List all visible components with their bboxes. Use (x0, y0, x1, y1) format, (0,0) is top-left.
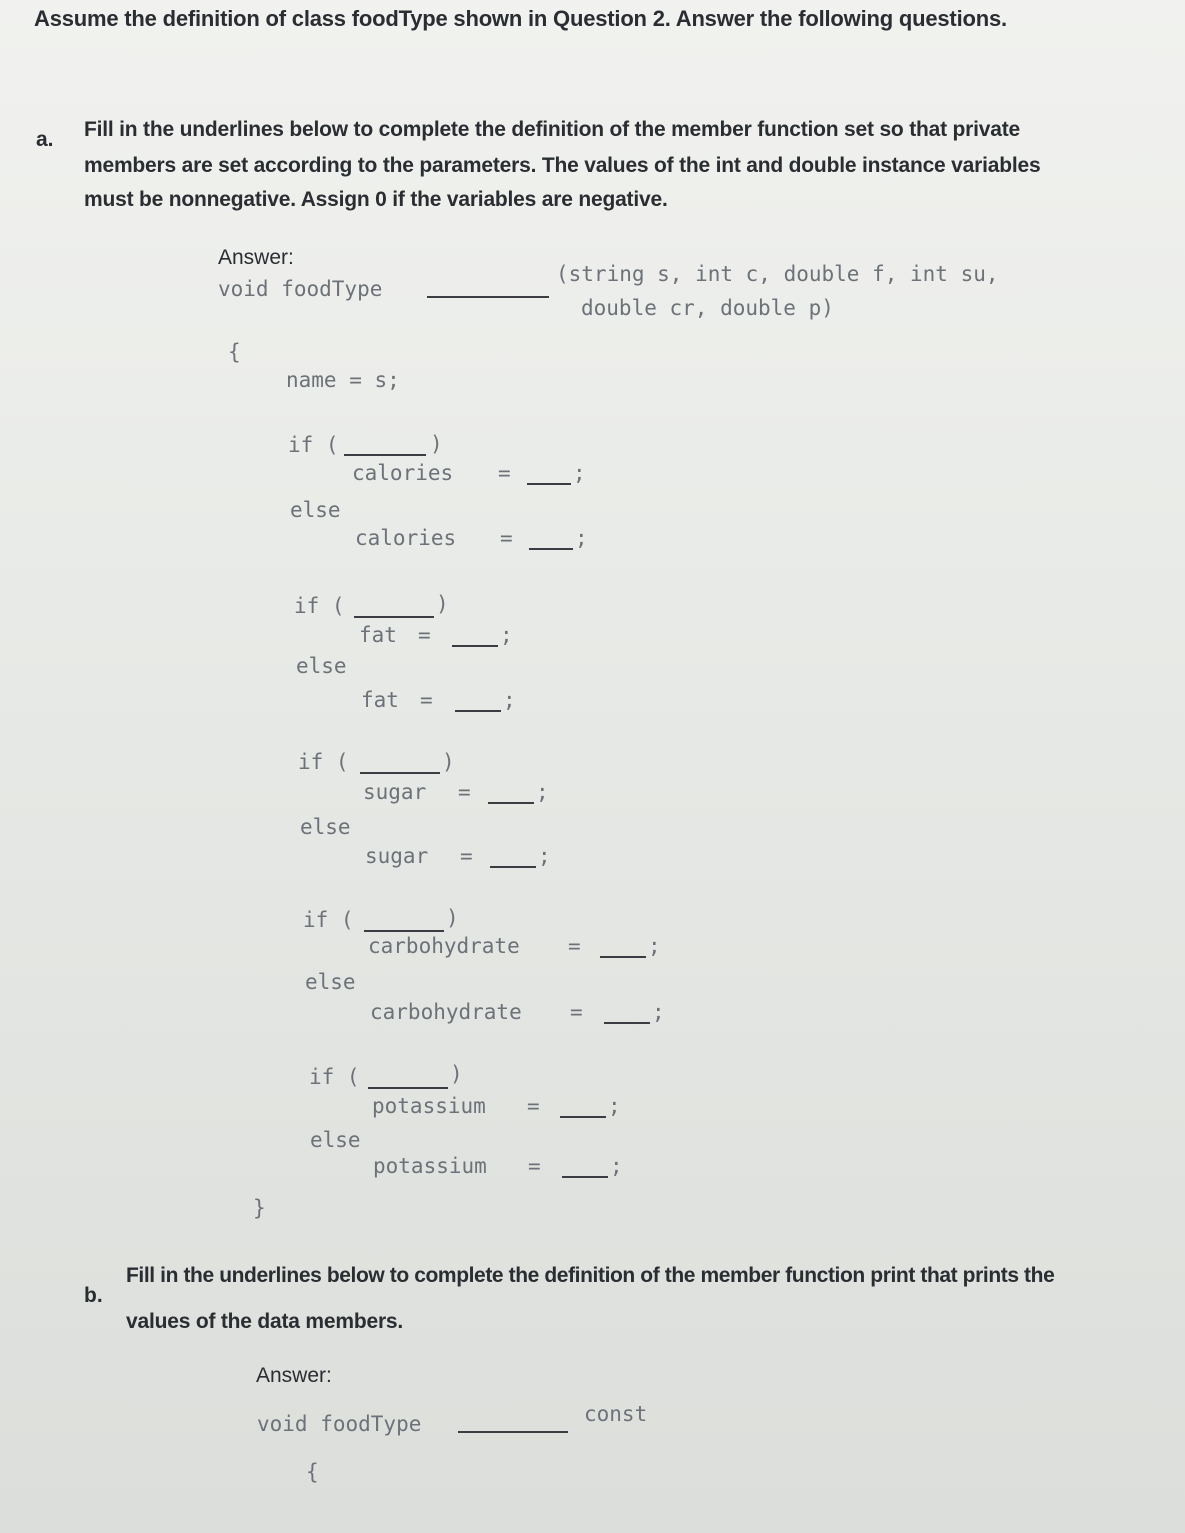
part-a-label: a. (36, 128, 54, 151)
potassium-if-keyword: if ( (309, 1065, 360, 1089)
carbohydrate-if-keyword: if ( (303, 908, 354, 932)
carbohydrate-else-equals: = (570, 1000, 583, 1024)
potassium-variable: potassium (372, 1094, 486, 1118)
page-heading: Assume the definition of class foodType shown in Question 2. Answer the following questions. (34, 6, 1007, 31)
calories-semicolon: ; (573, 461, 586, 485)
calories-equals: = (498, 461, 511, 485)
print-open-brace: { (306, 1460, 319, 1484)
fat-else-value-blank[interactable] (455, 710, 501, 712)
set-open-brace: { (228, 340, 241, 364)
set-signature-params-2: double cr, double p) (581, 296, 834, 320)
carbohydrate-semicolon: ; (648, 934, 661, 958)
fat-condition-blank[interactable] (354, 616, 434, 618)
sugar-else-variable: sugar (365, 844, 429, 868)
part-b-instruction-line-1: Fill in the underlines below to complete the definition of the member function print that prints the (126, 1264, 1055, 1287)
calories-else-value-blank[interactable] (529, 548, 573, 550)
potassium-condition-blank[interactable] (368, 1087, 448, 1089)
carbohydrate-if-value-blank[interactable] (600, 956, 646, 958)
sugar-if-keyword: if ( (298, 750, 349, 774)
fat-if-keyword: if ( (294, 594, 345, 618)
potassium-else-equals: = (528, 1154, 541, 1178)
potassium-else-variable: potassium (373, 1154, 487, 1178)
carbohydrate-else-semicolon: ; (652, 1000, 665, 1024)
sugar-condition-blank[interactable] (360, 772, 440, 774)
potassium-semicolon: ; (608, 1094, 621, 1118)
sugar-if-value-blank[interactable] (488, 802, 534, 804)
sugar-else-semicolon: ; (538, 844, 551, 868)
fat-else-keyword: else (296, 654, 347, 678)
sugar-variable: sugar (363, 780, 427, 804)
fat-equals: = (418, 623, 431, 647)
potassium-else-semicolon: ; (610, 1154, 623, 1178)
carbohydrate-variable: carbohydrate (368, 934, 520, 958)
potassium-if-value-blank[interactable] (560, 1116, 606, 1118)
part-b-answer-label: Answer: (256, 1364, 332, 1387)
potassium-else-keyword: else (310, 1128, 361, 1152)
part-a-instruction-line-3: must be nonnegative. Assign 0 if the variables are negative. (84, 188, 668, 211)
fat-if-close: ) (436, 592, 449, 616)
print-signature-start: void foodType (257, 1412, 422, 1436)
fat-else-semicolon: ; (503, 688, 516, 712)
calories-else-keyword: else (290, 498, 341, 522)
set-signature-params-1: (string s, int c, double f, int su, (556, 262, 999, 286)
sugar-equals: = (458, 780, 471, 804)
carbohydrate-if-close: ) (446, 906, 459, 930)
set-scope-blank[interactable] (427, 296, 549, 298)
carbohydrate-equals: = (568, 934, 581, 958)
part-a-instruction-line-1: Fill in the underlines below to complete the definition of the member function set so that private (84, 118, 1020, 141)
sugar-else-equals: = (460, 844, 473, 868)
calories-condition-blank[interactable] (344, 454, 426, 456)
calories-else-variable: calories (355, 526, 457, 550)
fat-variable: fat (359, 623, 397, 647)
carbohydrate-condition-blank[interactable] (364, 930, 444, 932)
carbohydrate-else-keyword: else (305, 970, 356, 994)
potassium-if-close: ) (450, 1062, 463, 1086)
part-a-answer-label: Answer: (218, 246, 294, 269)
print-scope-blank[interactable] (458, 1431, 568, 1433)
part-a-instruction-line-2: members are set according to the parameters. The values of the int and double instance variables (84, 154, 1041, 177)
fat-if-value-blank[interactable] (452, 645, 498, 647)
sugar-else-keyword: else (300, 815, 351, 839)
sugar-semicolon: ; (536, 780, 549, 804)
name-assignment: name = s; (286, 368, 400, 392)
part-b-label: b. (84, 1284, 103, 1307)
fat-semicolon: ; (500, 623, 513, 647)
calories-if-keyword: if ( (288, 433, 339, 457)
part-b-instruction-line-2: values of the data members. (126, 1310, 404, 1333)
fat-else-equals: = (420, 688, 433, 712)
calories-variable: calories (352, 461, 454, 485)
potassium-equals: = (527, 1094, 540, 1118)
print-const-keyword: const (584, 1402, 648, 1426)
set-signature-start: void foodType (218, 277, 383, 301)
calories-if-close: ) (430, 432, 443, 456)
sugar-if-close: ) (442, 750, 455, 774)
calories-if-value-blank[interactable] (527, 483, 571, 485)
carbohydrate-else-variable: carbohydrate (370, 1000, 522, 1024)
calories-else-equals: = (500, 526, 513, 550)
sugar-else-value-blank[interactable] (490, 866, 536, 868)
calories-else-semicolon: ; (575, 526, 588, 550)
carbohydrate-else-value-blank[interactable] (604, 1022, 650, 1024)
fat-else-variable: fat (361, 688, 399, 712)
potassium-else-value-blank[interactable] (562, 1176, 608, 1178)
set-close-brace: } (253, 1196, 266, 1220)
